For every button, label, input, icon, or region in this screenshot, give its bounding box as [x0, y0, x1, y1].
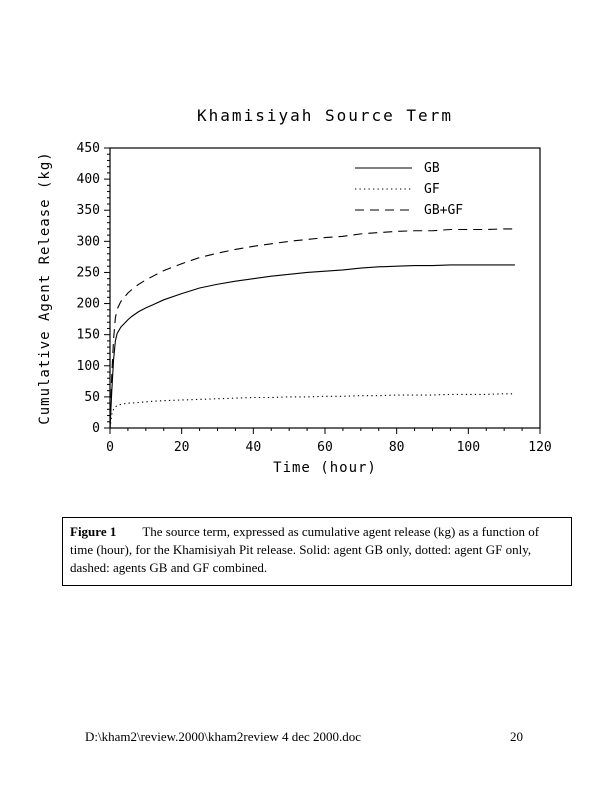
x-tick-label: 0: [106, 440, 114, 455]
line-chart: [60, 138, 560, 468]
y-tick-label: 0: [92, 421, 100, 436]
y-tick-label: 150: [76, 327, 100, 343]
y-tick-label: 400: [76, 172, 100, 188]
y-tick-label: 250: [76, 265, 100, 281]
y-tick-label: 450: [76, 141, 100, 156]
legend-label-GB: GB: [424, 161, 440, 176]
series-line-GF: [110, 394, 515, 428]
y-tick-label: 300: [76, 234, 100, 250]
x-tick-label: 100: [456, 440, 481, 455]
x-tick-label: 120: [528, 440, 552, 455]
x-axis-title: Time (hour): [273, 460, 377, 476]
figure-caption-text: The source term, expressed as cumulative agent release (kg) as a function of time (hour), for the Khamisiyah Pit release. Solid: agent GB only, dotted: agent GF only, dashed: agents GB and GF combined.: [70, 524, 540, 576]
x-tick-label: 40: [245, 440, 262, 455]
x-tick-label: 80: [388, 440, 405, 455]
page-number: 20: [510, 729, 523, 744]
y-tick-label: 200: [76, 296, 100, 312]
y-tick-label: 100: [76, 358, 100, 374]
legend-label-GB+GF: GB+GF: [424, 203, 464, 218]
series-line-GB: [110, 265, 515, 428]
footer-file-path: D:\kham2\review.2000\kham2review 4 dec 2000.doc: [85, 729, 362, 744]
plot-frame: [110, 148, 540, 428]
chart-title: Khamisiyah Source Term: [197, 106, 453, 125]
x-tick-label: 20: [173, 440, 190, 455]
figure-caption-box: [62, 517, 572, 586]
x-tick-label: 60: [317, 440, 333, 455]
y-tick-label: 350: [76, 203, 100, 219]
legend-label-GF: GF: [424, 182, 440, 197]
figure-caption-label: Figure 1: [70, 524, 117, 539]
y-axis-title: Cumulative Agent Release (kg): [37, 151, 53, 425]
y-tick-label: 50: [84, 389, 100, 405]
series-line-GB+GF: [110, 229, 515, 428]
